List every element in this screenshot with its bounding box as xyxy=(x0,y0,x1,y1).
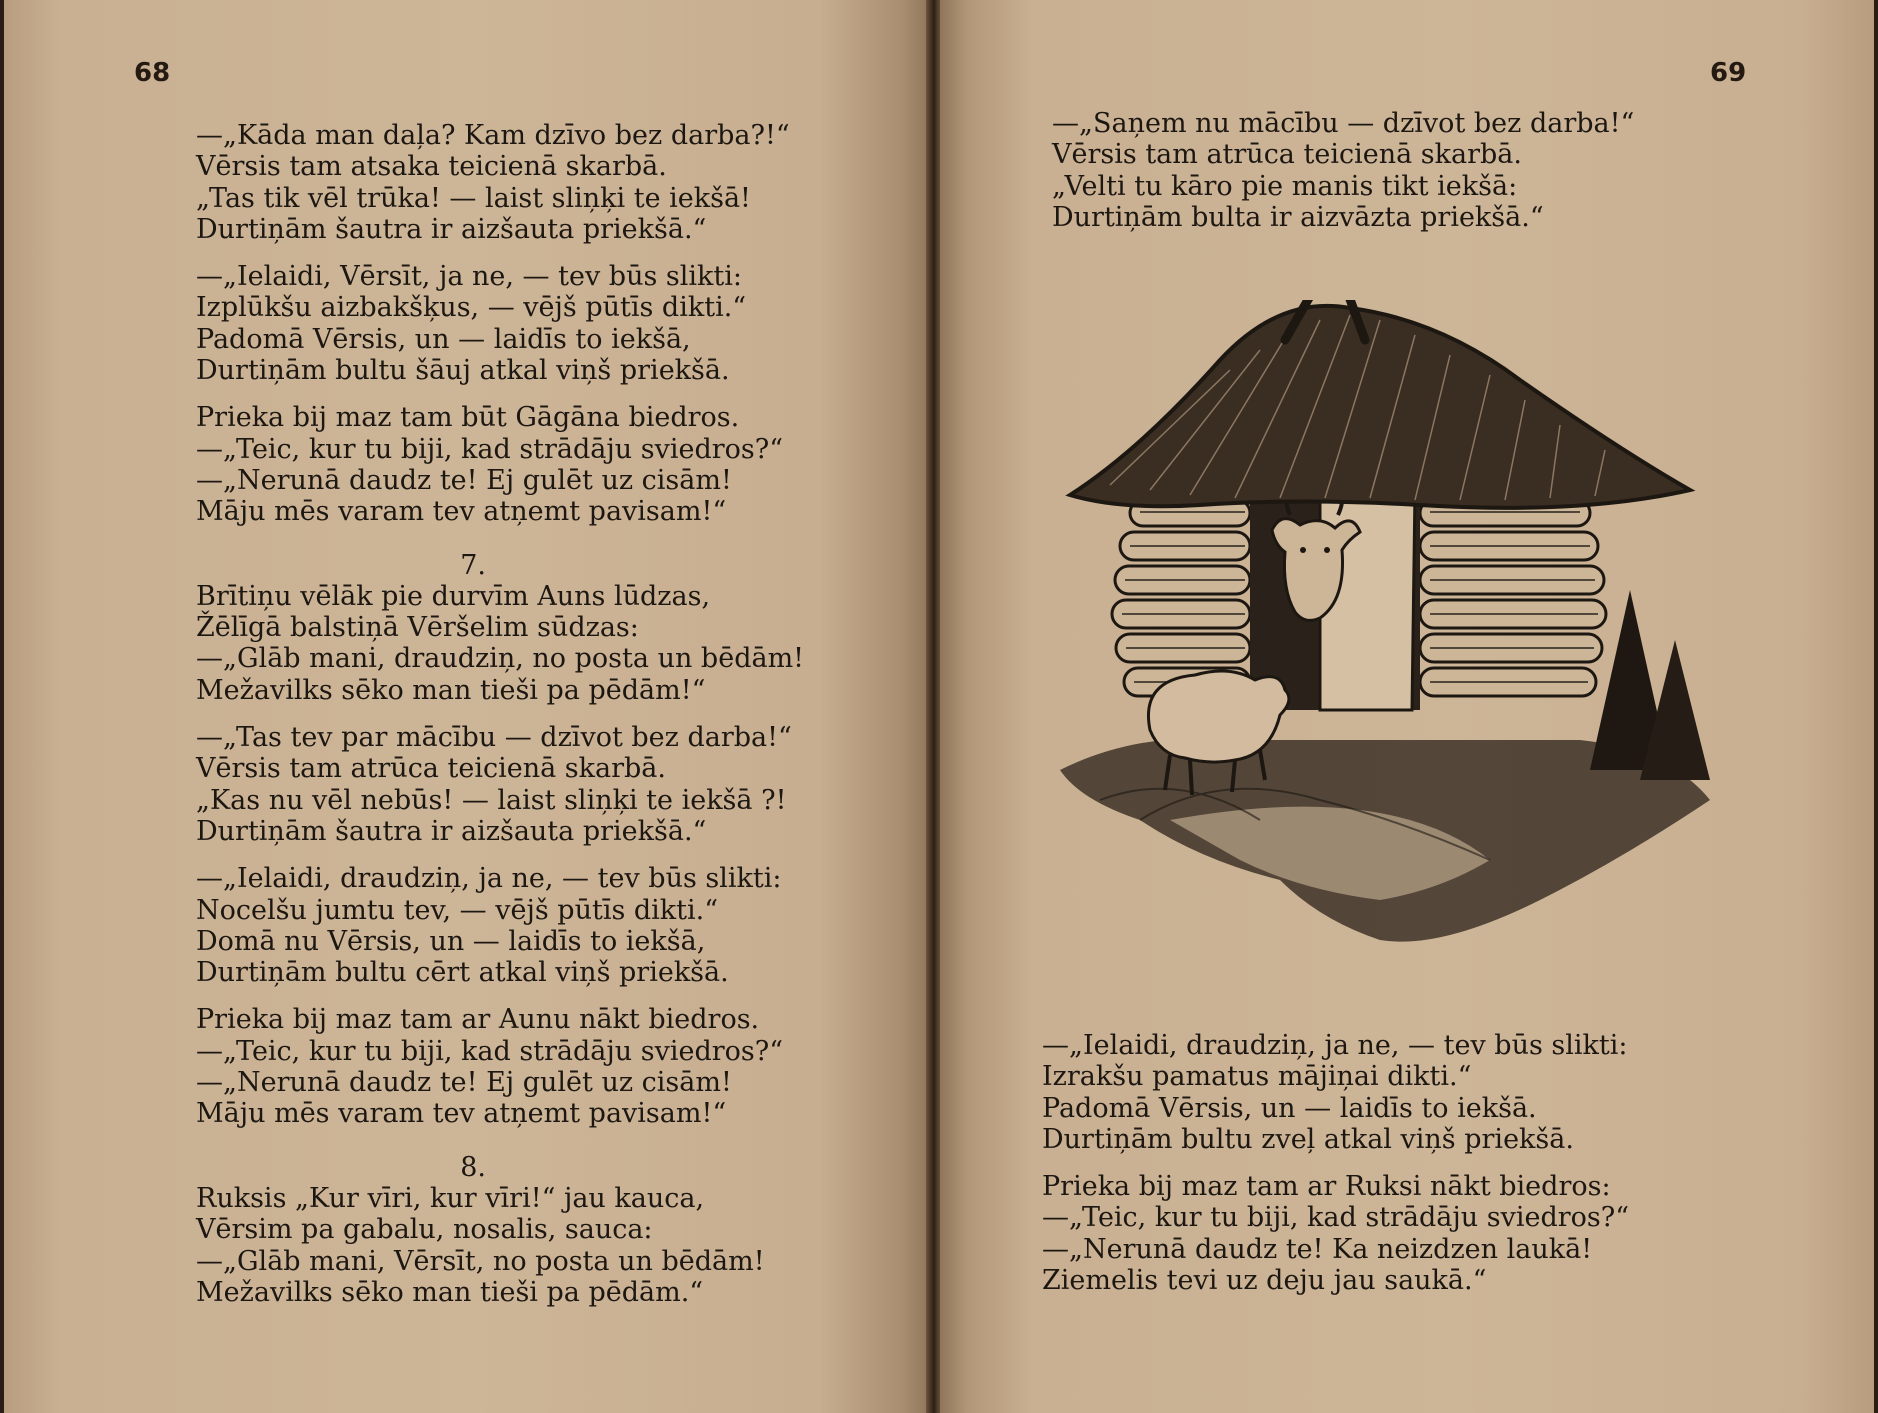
poem-column-bottom xyxy=(1042,1030,1682,1312)
stanza xyxy=(196,863,856,988)
right-page xyxy=(940,0,1874,1413)
stanza xyxy=(1042,1171,1682,1296)
poem-line: Durtiņām šautra ir aizšauta priekšā.“ xyxy=(196,213,707,245)
poem-line: Durtiņām šautra ir aizšauta priekšā.“ xyxy=(196,815,707,847)
poem-line: Vērsis tam atrūca teicienā skarbā. xyxy=(196,753,666,785)
poem-line: —„Glāb mani, Vērsīt, no posta un bēdām! xyxy=(196,1245,765,1277)
page-number: 68 xyxy=(134,58,171,88)
poem-line: Izrakšu pamatus mājiņai dikti.“ xyxy=(1042,1061,1472,1093)
poem-line: Nocelšu jumtu tev, — vējš pūtīs dikti.“ xyxy=(196,894,719,926)
page-number: 69 xyxy=(1710,58,1747,88)
poem-line: —„Tas tev par mācību — dzīvot bez darba!“ xyxy=(196,722,792,754)
stanza xyxy=(196,1004,856,1129)
poem-line: —„Ielaidi, draudziņ, ja ne, — tev būs slikti: xyxy=(196,863,782,895)
section-heading: 7. xyxy=(460,549,486,581)
poem-line: Žēlīgā balstiņā Vēršelim sūdzas: xyxy=(196,612,639,644)
poem-line: „Tas tik vēl trūka! — laist sliņķi te iekšā! xyxy=(196,182,751,214)
section-heading: 8. xyxy=(460,1151,486,1183)
stanza xyxy=(1052,108,1692,233)
poem-line: Durtiņām bulta ir aizvāzta priekšā.“ xyxy=(1052,201,1544,233)
poem-line: Durtiņām bultu cērt atkal viņš priekšā. xyxy=(196,957,729,989)
stanza xyxy=(196,120,856,245)
poem-line: Prieka bij maz tam ar Ruksi nākt biedros: xyxy=(1042,1171,1611,1203)
poem-line: Ruksis „Kur vīri, kur vīri!“ jau kauca, xyxy=(196,1182,705,1214)
stanza xyxy=(196,581,856,706)
poem-column-top xyxy=(1052,108,1692,249)
poem-line: „Velti tu kāro pie manis tikt iekšā: xyxy=(1052,170,1518,202)
poem-line: Vērsis tam atsaka teicienā skarbā. xyxy=(196,151,667,183)
poem-line: Prieka bij maz tam būt Gāgāna biedros. xyxy=(196,402,740,434)
poem-line: Domā nu Vērsis, un — laidīs to iekšā, xyxy=(196,925,706,957)
left-page xyxy=(4,0,930,1413)
poem-line: —„Teic, kur tu biji, kad strādāju sviedros?“ xyxy=(196,1035,784,1067)
poem-line: —„Nerunā daudz te! Ej gulēt uz cisām! xyxy=(196,1067,732,1099)
poem-line: Vērsis tam atrūca teicienā skarbā. xyxy=(1052,139,1522,171)
poem-line: —„Ielaidi, Vērsīt, ja ne, — tev būs slikti: xyxy=(196,261,742,293)
poem-line: —„Ielaidi, draudziņ, ja ne, — tev būs slikti: xyxy=(1042,1030,1628,1061)
poem-line: Vērsim pa gabalu, nosalis, sauca: xyxy=(196,1214,653,1246)
poem-line: Māju mēs varam tev atņemt pavisam!“ xyxy=(196,1098,727,1130)
poem-line: Padomā Vērsis, un — laidīs to iekšā, xyxy=(196,323,691,355)
poem-line: Ziemelis tevi uz deju jau saukā.“ xyxy=(1042,1265,1487,1297)
stanza xyxy=(196,1183,856,1308)
poem-line: Prieka bij maz tam ar Aunu nākt biedros. xyxy=(196,1004,760,1036)
poem-line: Mežavilks sēko man tieši pa pēdām.“ xyxy=(196,1276,704,1308)
poem-line: Durtiņām bultu zveļ atkal viņš priekšā. xyxy=(1042,1123,1574,1155)
stanza xyxy=(196,402,856,527)
poem-line: —„Nerunā daudz te! Ka neizdzen laukā! xyxy=(1042,1233,1593,1265)
poem-line: Brītiņu vēlāk pie durvīm Auns lūdzas, xyxy=(196,580,711,612)
stanza xyxy=(196,722,856,847)
poem-line: —„Nerunā daudz te! Ej gulēt uz cisām! xyxy=(196,464,732,496)
poem-line: Izplūkšu aizbakšķus, — vējš pūtīs dikti.“ xyxy=(196,292,747,324)
poem-line: —„Kāda man daļa? Kam dzīvo bez darba?!“ xyxy=(196,120,790,151)
poem-line: Durtiņām bultu šāuj atkal viņš priekšā. xyxy=(196,355,730,387)
poem-line: —„Teic, kur tu biji, kad strādāju sviedros?“ xyxy=(1042,1202,1630,1234)
poem-line: „Kas nu vēl nebūs! — laist sliņķi te iekšā ?! xyxy=(196,784,787,816)
poem-line: —„Saņem nu mācību — dzīvot bez darba!“ xyxy=(1052,108,1635,139)
poem-line: —„Teic, kur tu biji, kad strādāju sviedros?“ xyxy=(196,433,784,465)
poem-line: Mežavilks sēko man tieši pa pēdām!“ xyxy=(196,674,706,706)
poem-line: Māju mēs varam tev atņemt pavisam!“ xyxy=(196,496,727,528)
poem-column xyxy=(196,120,856,1324)
stanza xyxy=(1042,1030,1682,1155)
poem-line: Padomā Vērsis, un — laidīs to iekšā. xyxy=(1042,1092,1537,1124)
stanza xyxy=(196,261,856,386)
hut-illustration xyxy=(1020,300,1740,970)
poem-line: —„Glāb mani, draudziņ, no posta un bēdām! xyxy=(196,643,805,675)
